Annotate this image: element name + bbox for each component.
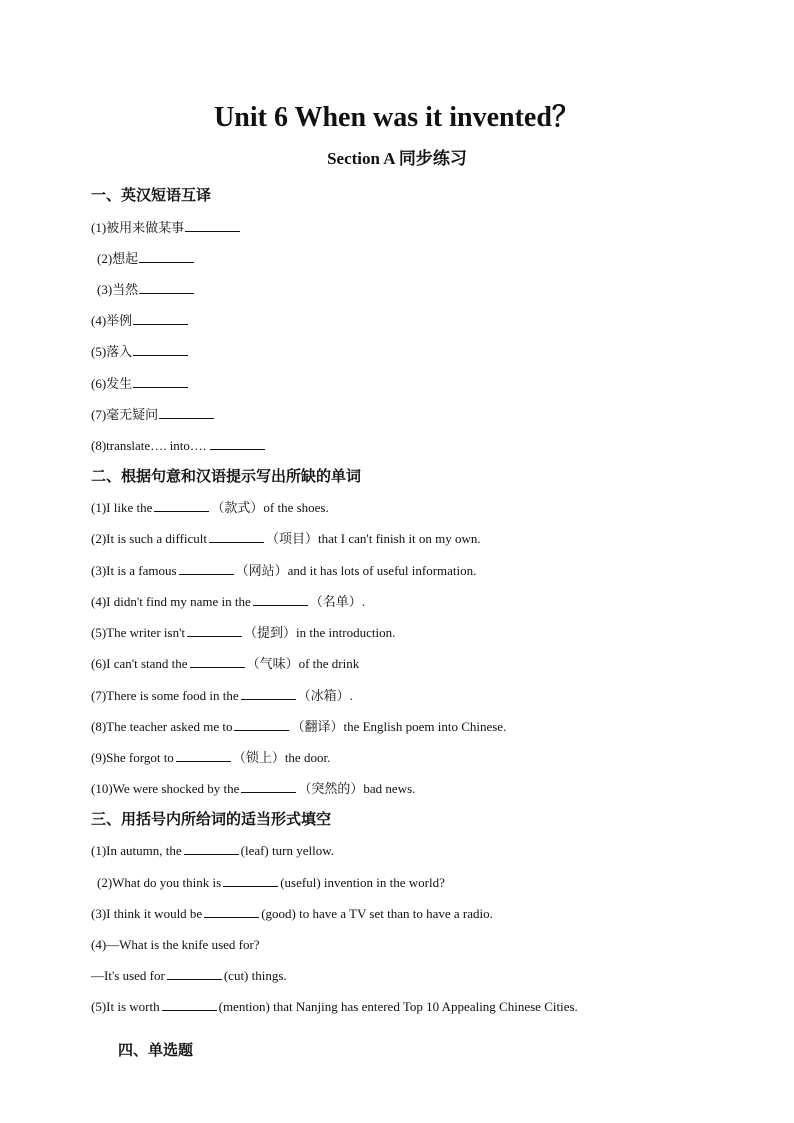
answer-blank[interactable]	[210, 437, 265, 450]
list-item	[91, 375, 190, 393]
answer-blank[interactable]	[162, 998, 217, 1011]
list-item	[91, 406, 216, 424]
item-text: —It's used for	[91, 968, 165, 983]
item-text: (4)—What is the knife used for?	[91, 937, 260, 952]
item-text: (8)The teacher asked me to	[91, 719, 233, 734]
list-item	[91, 780, 415, 798]
item-text: （冰箱）.	[297, 688, 353, 703]
list-item	[91, 905, 493, 923]
answer-blank[interactable]	[253, 593, 308, 606]
item-text: (1)In autumn, the	[91, 843, 182, 858]
item-text: (7)There is some food in the	[91, 688, 239, 703]
item-text: (1)被用来做某事	[91, 220, 185, 235]
item-text: (7)毫无疑问	[91, 407, 159, 422]
list-item	[91, 312, 190, 330]
item-text: (4)举例	[91, 313, 133, 328]
item-text: （名单）.	[309, 594, 366, 609]
item-text: (2)想起	[97, 251, 139, 266]
answer-blank[interactable]	[154, 499, 209, 512]
section-2-heading: 二、根据句意和汉语提示写出所缺的单词	[91, 469, 362, 485]
item-text: （气味）of the drink	[246, 656, 360, 671]
item-text: (5)落入	[91, 344, 133, 359]
list-item	[91, 718, 506, 736]
item-text: (mention) that Nanjing has entered Top 10 Appealing Chinese Cities.	[218, 999, 578, 1014]
answer-blank[interactable]	[176, 749, 231, 762]
list-item	[97, 250, 196, 268]
list-item	[91, 219, 242, 237]
answer-blank[interactable]	[241, 780, 296, 793]
section-4-heading: 四、单选题	[118, 1043, 194, 1059]
section-1-heading: 一、英汉短语互译	[91, 188, 212, 204]
page-title: Unit 6 When was it invented？	[214, 102, 580, 133]
list-item	[91, 998, 578, 1016]
list-item	[91, 437, 267, 455]
answer-blank[interactable]	[190, 655, 245, 668]
list-item	[91, 749, 330, 767]
answer-blank[interactable]	[159, 406, 214, 419]
answer-blank[interactable]	[179, 562, 234, 575]
item-text: (8)translate…. into….	[91, 438, 207, 453]
answer-blank[interactable]	[184, 842, 239, 855]
list-item	[91, 936, 260, 954]
item-text: (good) to have a TV set than to have a radio.	[261, 906, 493, 921]
list-item	[91, 687, 353, 705]
list-item	[91, 562, 476, 580]
item-text: (5)The writer isn't	[91, 625, 186, 640]
answer-blank[interactable]	[187, 624, 242, 637]
item-text: (cut) things.	[223, 968, 287, 983]
answer-blank[interactable]	[133, 312, 188, 325]
answer-blank[interactable]	[209, 530, 264, 543]
list-item	[91, 593, 365, 611]
list-item	[91, 655, 359, 673]
item-text: （项目）that I can't finish it on my own.	[266, 531, 481, 546]
list-item	[91, 967, 287, 985]
item-text: (5)It is worth	[91, 999, 160, 1014]
item-text: (1)I like the	[91, 500, 153, 515]
answer-blank[interactable]	[133, 375, 188, 388]
item-text: (leaf) turn yellow.	[240, 843, 334, 858]
item-text: (10)We were shocked by the	[91, 781, 240, 796]
item-text: (3)I think it would be	[91, 906, 203, 921]
item-text: (3)当然	[97, 282, 139, 297]
list-item	[97, 874, 445, 892]
answer-blank[interactable]	[223, 874, 278, 887]
answer-blank[interactable]	[139, 281, 194, 294]
list-item	[91, 499, 329, 517]
list-item	[97, 281, 196, 299]
list-item	[91, 343, 190, 361]
section-3-heading: 三、用括号内所给词的适当形式填空	[91, 812, 332, 828]
answer-blank[interactable]	[167, 967, 222, 980]
answer-blank[interactable]	[204, 905, 259, 918]
item-text: (4)I didn't find my name in the	[91, 594, 251, 609]
item-text: （突然的）bad news.	[298, 781, 416, 796]
item-text: (9)She forgot to	[91, 750, 174, 765]
page-subtitle: Section A 同步练习	[327, 149, 467, 168]
item-text: （翻译）the English poem into Chinese.	[291, 719, 507, 734]
item-text: (6)发生	[91, 376, 133, 391]
list-item	[91, 530, 481, 548]
list-item	[91, 624, 395, 642]
answer-blank[interactable]	[139, 250, 194, 263]
item-text: (2)What do you think is	[97, 875, 222, 890]
answer-blank[interactable]	[234, 718, 289, 731]
answer-blank[interactable]	[241, 687, 296, 700]
list-item	[91, 842, 334, 860]
item-text: (useful) invention in the world?	[280, 875, 445, 890]
item-text: （提到）in the introduction.	[244, 625, 396, 640]
answer-blank[interactable]	[185, 219, 240, 232]
item-text: （款式）of the shoes.	[211, 500, 329, 515]
item-text: （网站）and it has lots of useful information.	[235, 563, 477, 578]
item-text: (2)It is such a difficult	[91, 531, 208, 546]
item-text: （锁上）the door.	[232, 750, 331, 765]
item-text: (6)I can't stand the	[91, 656, 188, 671]
item-text: (3)It is a famous	[91, 563, 177, 578]
answer-blank[interactable]	[133, 343, 188, 356]
